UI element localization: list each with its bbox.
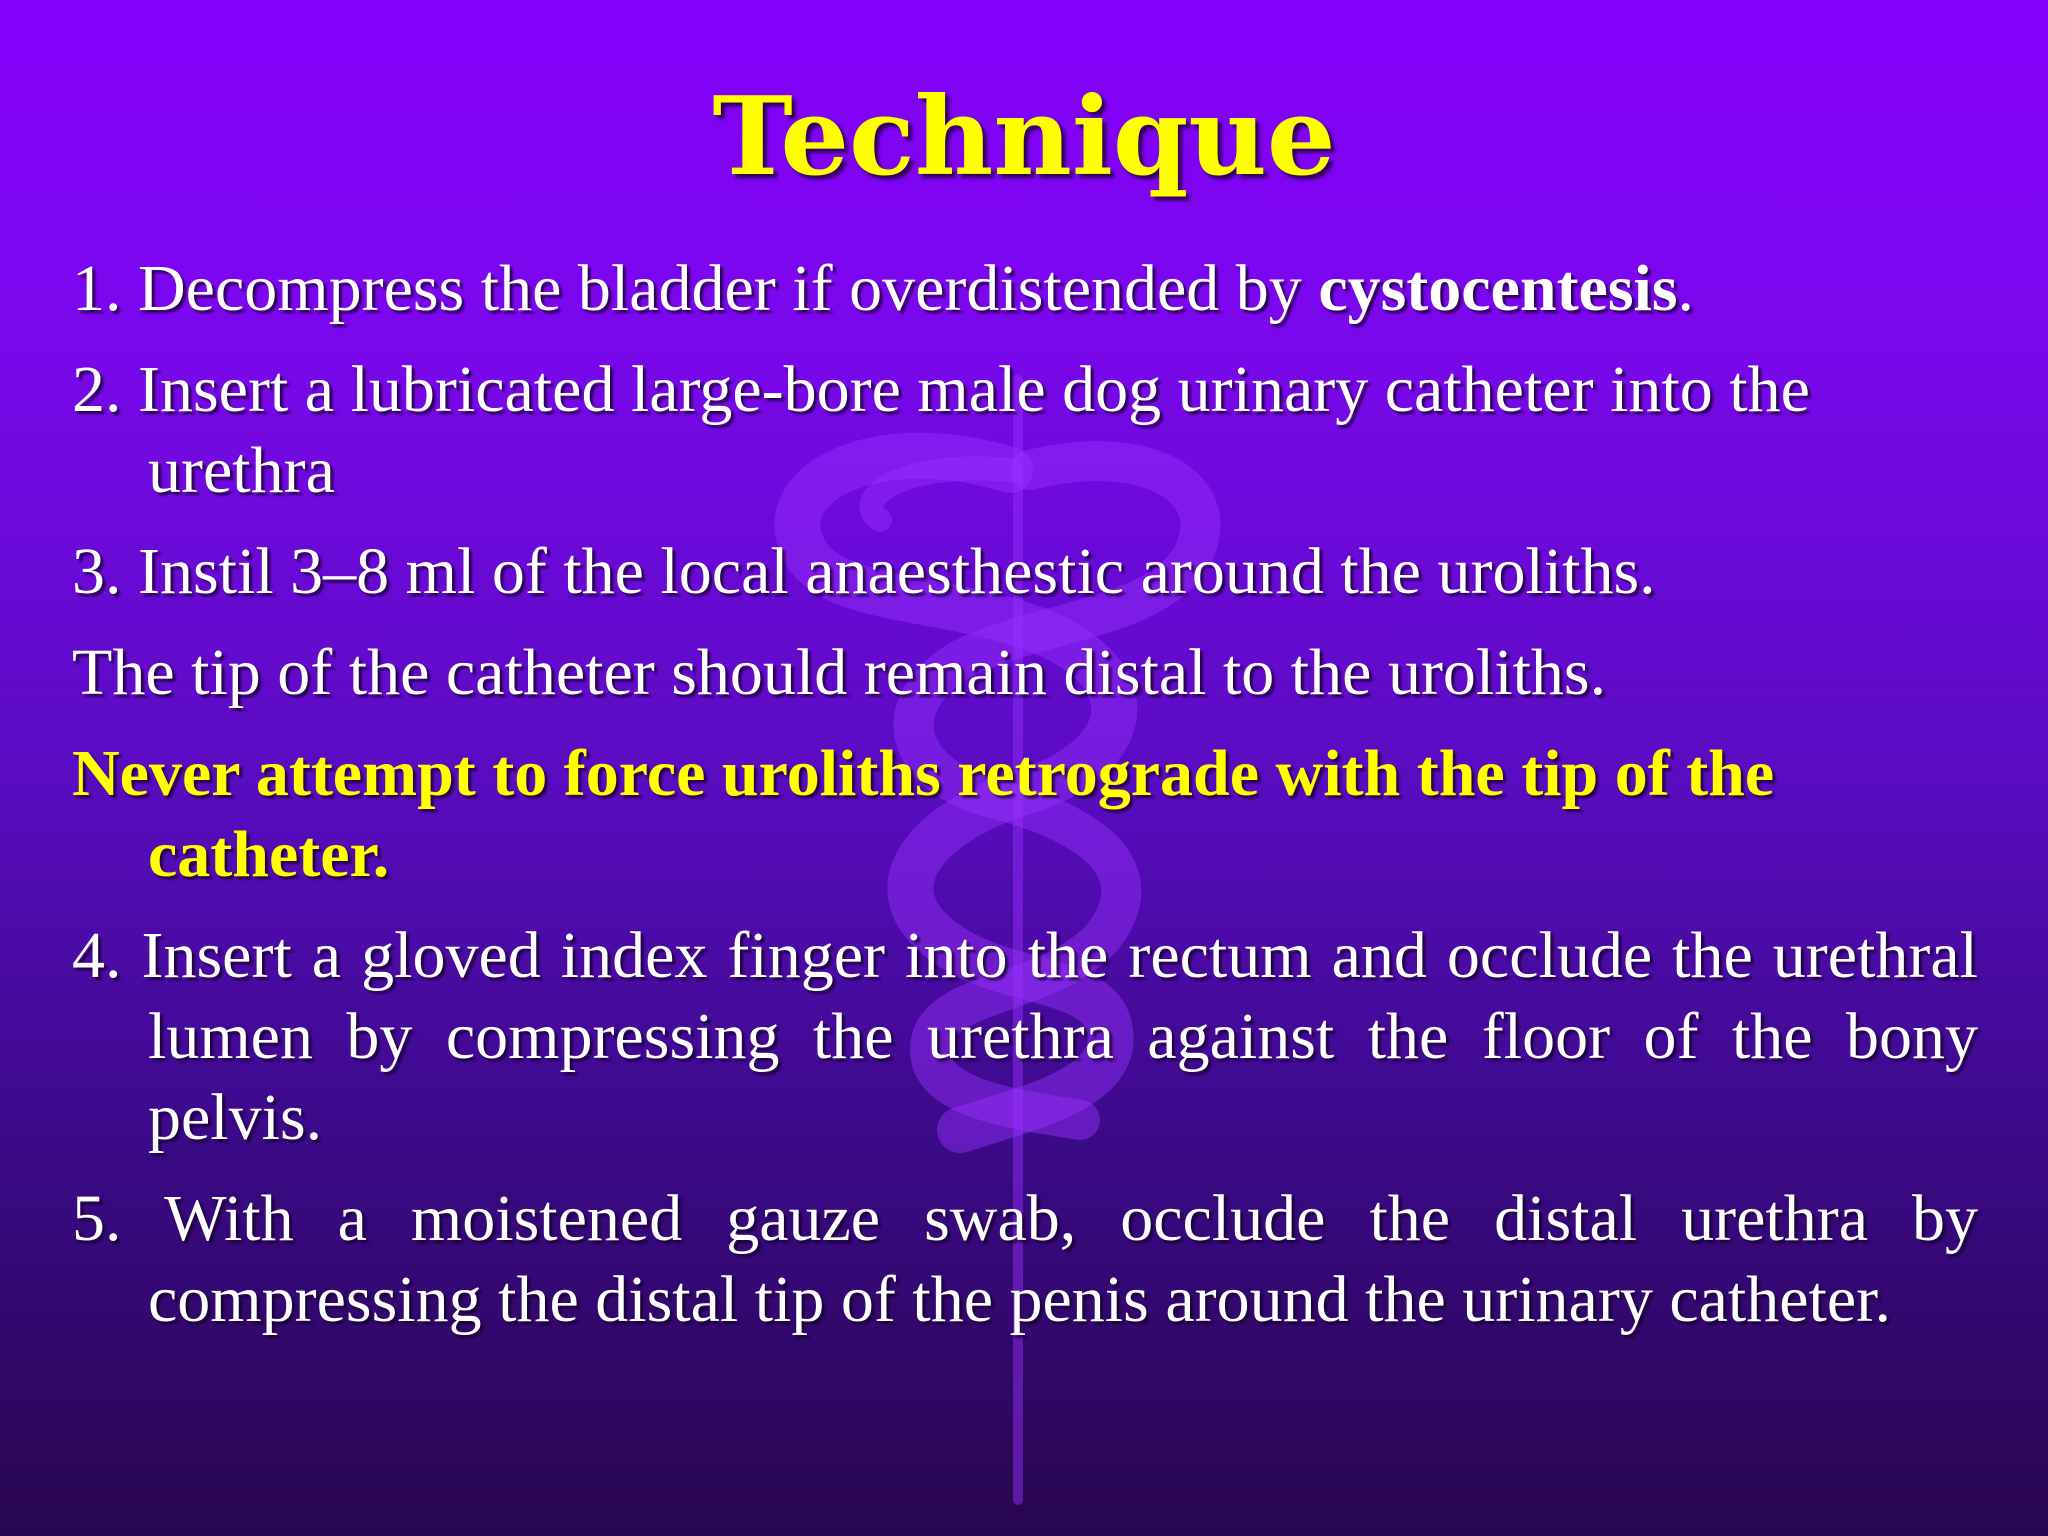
warning-text: Never attempt to force uroliths retrograde with the tip of the catheter.	[72, 737, 1775, 891]
slide-body	[72, 248, 1978, 1360]
step-2: 2. Insert a lubricated large-bore male dog urinary catheter into the urethra	[72, 353, 1810, 507]
step-1	[72, 248, 1978, 329]
step-5: 5. With a moistened gauze swab, occlude the distal urethra by compressing the distal tip of the penis around the urinary catheter.	[72, 1182, 1978, 1336]
step-1-text: 1. Decompress the bladder if overdistended by	[72, 252, 1319, 325]
step-1-period: .	[1677, 252, 1695, 325]
step-3-note: The tip of the catheter should remain distal to the uroliths.	[72, 636, 1607, 709]
slide-title: Technique	[712, 74, 1336, 200]
step-3: 3. Instil 3–8 ml of the local anaesthestic around the uroliths.	[72, 535, 1656, 608]
step-1-bold-term: cystocentesis	[1318, 252, 1678, 325]
step-4: 4. Insert a gloved index finger into the rectum and occlude the urethral lumen by compressing the urethra against the floor of the bony pelvis.	[72, 919, 1978, 1154]
